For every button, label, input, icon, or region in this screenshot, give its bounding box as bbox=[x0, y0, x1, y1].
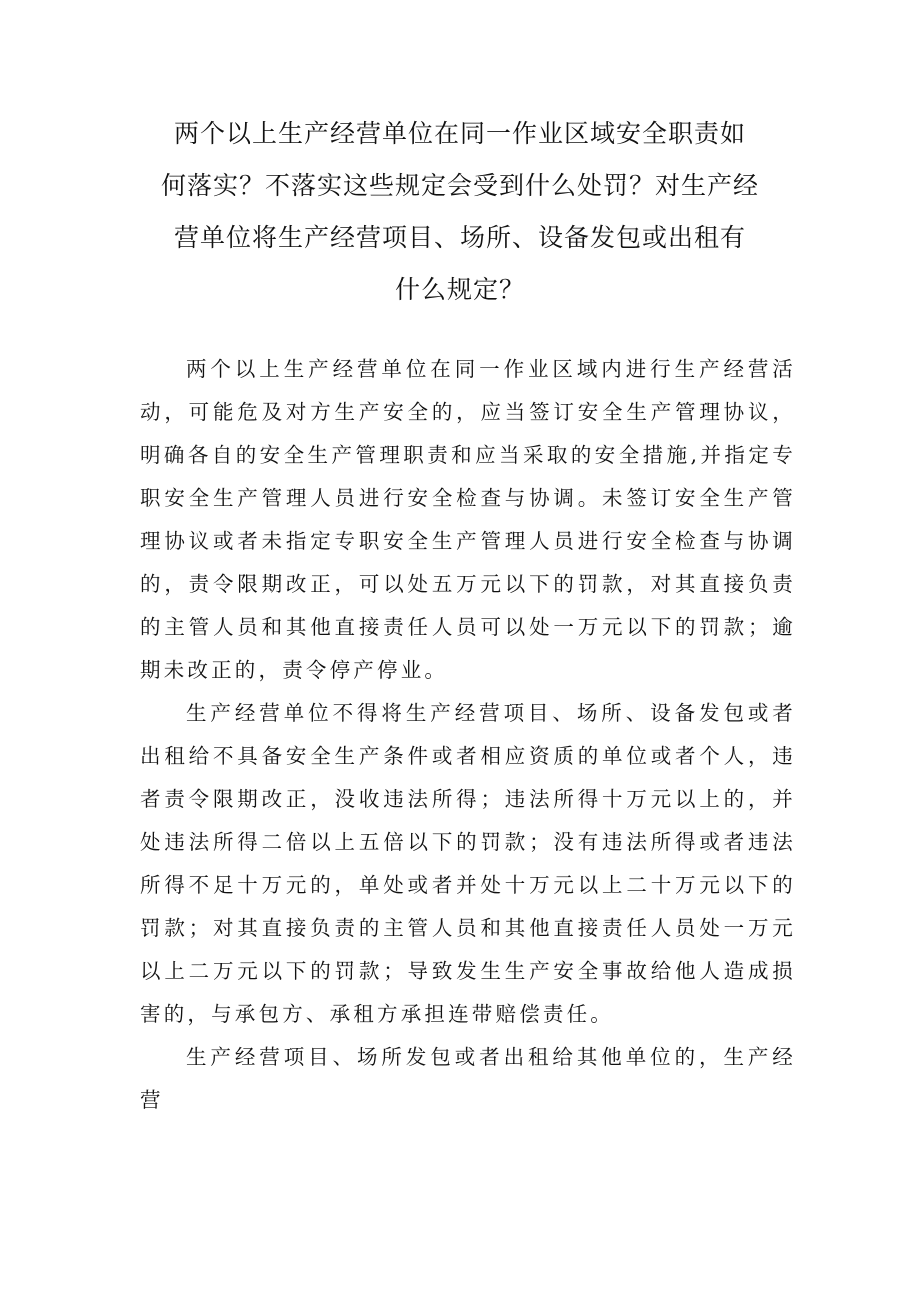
paragraph-1: 两个以上生产经营单位在同一作业区域内进行生产经营活动，可能危及对方生产安全的，应当签订安全生产管理协议，明确各自的安全生产管理职责和应当采取的安全措施,并指定专职安全生产管理人员进行安全检查与协调。未签订安全生产管理协议或者未指定专职安全生产管理人员进行安全检查与协调的，责令限期改正，可以处五万元以下的罚款，对其直接负责的主管人员和其他直接责任人员可以处一万元以下的罚款；逾期未改正的，责令停产停业。 bbox=[140, 357, 796, 682]
document-title bbox=[130, 108, 790, 316]
title-line-2: 何落实？不落实这些规定会受到什么处罚？对生产经 bbox=[160, 171, 759, 200]
document-body bbox=[140, 348, 796, 1122]
title-line-4: 什么规定？ bbox=[394, 275, 525, 304]
paragraph-3: 生产经营项目、场所发包或者出租给其他单位的，生产经营 bbox=[140, 1045, 796, 1112]
paragraph-2: 生产经营单位不得将生产经营项目、场所、设备发包或者出租给不具备安全生产条件或者相应资质的单位或者个人，违者责令限期改正，没收违法所得；违法所得十万元以上的，并处违法所得二倍以上五倍以下的罚款；没有违法所得或者违法所得不足十万元的，单处或者并处十万元以上二十万元以下的罚款；对其直接负责的主管人员和其他直接责任人员处一万元以上二万元以下的罚款；导致发生生产安全事故给他人造成损害的，与承包方、承租方承担连带赔偿责任。 bbox=[140, 701, 796, 1026]
title-line-1: 两个以上生产经营单位在同一作业区域安全职责如 bbox=[173, 119, 746, 148]
title-line-3: 营单位将生产经营项目、场所、设备发包或出租有 bbox=[173, 223, 746, 252]
